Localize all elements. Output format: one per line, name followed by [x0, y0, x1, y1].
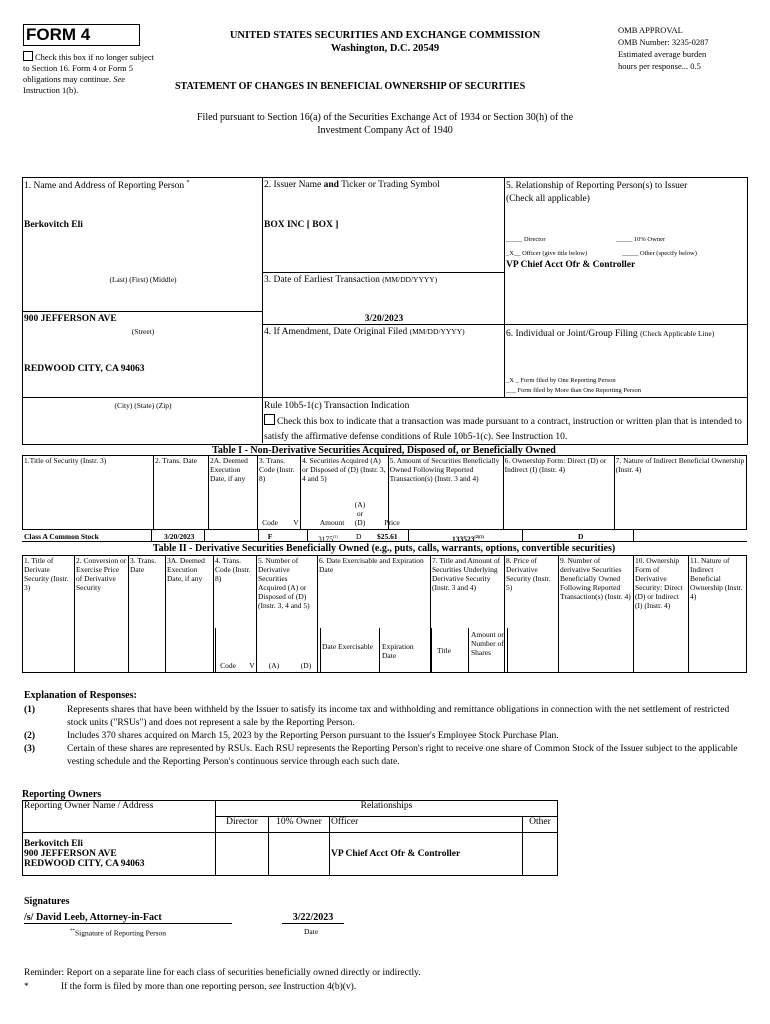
- reporting-person-name: Berkovitch Eli: [24, 220, 83, 230]
- t2-h-date: 3. Trans. Date: [129, 556, 166, 673]
- reminder: Reminder: Report on a separate line for each class of securities beneficially owned directly or indirectly.: [24, 968, 421, 978]
- city-sublabel: (City) (State) (Zip): [114, 401, 172, 410]
- signatures-heading: Signatures: [24, 896, 70, 907]
- t1-h-deemed: 2A. Deemed Execution Date, if any: [209, 456, 258, 530]
- date-label: Date: [304, 927, 319, 936]
- more-person-option[interactable]: ___ Form filed by More than One Reporting Person: [506, 387, 642, 394]
- box4-label: 4. If Amendment, Date Original Filed (MM/DD/YYYY): [264, 327, 465, 337]
- explanation-heading: Explanation of Responses:: [24, 690, 137, 701]
- no-longer-subject-checkbox[interactable]: [23, 51, 33, 61]
- t1-h-acquired: 4. Securities Acquired (A) or Disposed of (D) (Instr. 3, 4 and 5): [301, 456, 389, 530]
- t2-h-derivative-owned: 9. Number of derivative Securities Beneficially Owned Following Reported Transaction(s) (Instr. 4): [559, 556, 634, 673]
- t1-sub-v: V: [293, 518, 299, 527]
- earliest-transaction-date: 3/20/2023: [364, 314, 404, 324]
- owners-table: [22, 800, 558, 876]
- owner-row-officer: VP Chief Acct Ofr & Controller: [330, 833, 523, 876]
- explanation-item: (2) Includes 370 shares acquired on March 15, 2023 by the Reporting Person pursuant to the Issuer's Employee Stock Purchase Plan.: [24, 731, 559, 741]
- t1-sub-aord: (A) or (D): [354, 500, 366, 527]
- t1-h-code: 3. Trans. Code (Instr. 8): [258, 456, 301, 530]
- t1-amount: 3175$^{(1)}$: [318, 534, 338, 544]
- box6-label: 6. Individual or Joint/Group Filing (Check Applicable Line): [506, 329, 715, 339]
- table1-title: Table I - Non-Derivative Securities Acquired, Disposed of, or Beneficially Owned: [212, 445, 556, 456]
- t1-aord: D: [356, 532, 362, 541]
- footnote-star: * If the form is filed by more than one reporting person, see Instruction 4(b)(v).: [24, 982, 357, 992]
- t1-sub-price: Price: [384, 518, 400, 527]
- owners-col-other: Other: [523, 817, 558, 833]
- t2-h-conversion: 2. Conversion or Exercise Price of Derivative Security: [75, 556, 129, 673]
- owners-col-relationships: Relationships: [216, 801, 558, 817]
- name-sublabel: (Last) (First) (Middle): [109, 275, 177, 284]
- table2-title: Table II - Derivative Securities Beneficially Owned (e.g., puts, calls, warrants, options, convertible securities): [152, 543, 616, 554]
- omb-burden: Estimated average burden: [618, 49, 707, 59]
- owners-heading: Reporting Owners: [22, 789, 102, 800]
- omb-approval-title: OMB APPROVAL: [618, 25, 683, 35]
- t1-h-ownership-form: 6. Ownership Form: Direct (D) or Indirect (I) (Instr. 4): [503, 456, 614, 530]
- t1-price: $25.61: [377, 532, 398, 541]
- t1-code: F: [267, 532, 273, 541]
- t1-owned: $133523^{(2)(3)}$: [452, 534, 484, 544]
- omb-hours: hours per response... 0.5: [618, 61, 701, 71]
- officer-title: VP Chief Acct Ofr & Controller: [506, 260, 636, 270]
- box2-label: 2. Issuer Name and Ticker or Trading Symbol: [264, 180, 440, 190]
- t2-h-exercisable: 6. Date Exercisable and Expiration Date: [318, 556, 431, 673]
- t2-sub-amount: Amount or Number of Shares: [471, 630, 504, 657]
- rule-title: Rule 10b5-1(c) Transaction Indication: [264, 401, 410, 411]
- owners-col-ten-pct: 10% Owner: [269, 817, 330, 833]
- rule-check: Check this box to indicate that a transaction was made pursuant to a contract, instruction or written plan that is intended to satisfy the affirmative defense conditions of Rule 10b5-1(c). See Instruction 10.: [264, 414, 744, 445]
- table1-row: [22, 529, 747, 542]
- explanation-item: (1) Represents shares that have been withheld by the Issuer to satisfy its income tax and withholding and remittance obligations in connection with the net settlement of restricted stock units ("RSUs") and does not represent a sale by the Reporting Person.: [24, 705, 730, 728]
- t2-sub-code: Code: [220, 661, 236, 670]
- t1-security: Class A Common Stock: [24, 532, 99, 541]
- statement-title: STATEMENT OF CHANGES IN BENEFICIAL OWNERSHIP OF SECURITIES: [175, 81, 526, 92]
- t2-h-ownership-form: 10. Ownership Form of Derivative Security: Direct (D) or Indirect (I) (Instr. 4): [634, 556, 689, 673]
- officer-option[interactable]: _X__ Officer (give title below): [506, 250, 588, 257]
- no-longer-subject-checkbox-text: Check this box if no longer subject to Section 16. Form 4 or Form 5 obligations may continue. See Instruction 1(b).: [23, 52, 154, 95]
- agency-heading: [190, 29, 580, 55]
- t2-sub-date-exercisable: Date Exercisable: [322, 642, 374, 651]
- t2-h-code: 4. Trans. Code (Instr. 8): [214, 556, 257, 673]
- t1-sub-amount: Amount: [319, 518, 345, 527]
- box5-label: 5. Relationship of Reporting Person(s) to Issuer (Check all applicable): [506, 181, 688, 204]
- t1-form: D: [578, 532, 584, 541]
- t1-h-nature: 7. Nature of Indirect Beneficial Ownership (Instr. 4): [614, 456, 746, 530]
- one-person-option[interactable]: _X _ Form filed by One Reporting Person: [506, 377, 616, 384]
- t2-sub-title: Title: [437, 646, 451, 655]
- reporting-person-city: REDWOOD CITY, CA 94063: [24, 364, 145, 374]
- owners-col-director: Director: [216, 817, 269, 833]
- t2-h-title: 1. Title of Derivate Security (Instr. 3): [23, 556, 75, 673]
- t2-h-deemed: 3A. Deemed Execution Date, if any: [166, 556, 214, 673]
- signature-label: **Signature of Reporting Person: [70, 928, 167, 938]
- omb-number: OMB Number: 3235-0287: [618, 37, 709, 47]
- t2-h-nature: 11. Nature of Indirect Beneficial Ownership (Instr. 4): [689, 556, 747, 673]
- t2-sub-expiration: Expiration Date: [382, 642, 414, 660]
- other-option[interactable]: _____ Other (specify below): [622, 250, 697, 257]
- t2-h-underlying: 7. Title and Amount of Securities Underlying Derivative Security (Instr. 3 and 4): [431, 556, 505, 673]
- t1-h-owned: 5. Amount of Securities Beneficially Owned Following Reported Transaction(s) (Instr. 3 and 4): [388, 456, 503, 530]
- filed-line-1: Filed pursuant to Section 16(a) of the Securities Exchange Act of 1934 or Section 30(h) of the: [196, 112, 574, 123]
- t2-h-number: 5. Number of Derivative Securities Acquired (A) or Disposed of (D) (Instr. 3, 4 and 5): [257, 556, 318, 673]
- t2-h-price: 8. Price of Derivative Security (Instr. 5): [505, 556, 559, 673]
- rule-10b5-1: [264, 399, 744, 445]
- box1-label: 1. Name and Address of Reporting Person *: [24, 180, 190, 192]
- agency-name: UNITED STATES SECURITIES AND EXCHANGE COMMISSION: [229, 30, 541, 41]
- box3-label: 3. Date of Earliest Transaction (MM/DD/YYYY): [264, 275, 438, 285]
- owner-row-name: Berkovitch Eli 900 JEFFERSON AVE REDWOOD CITY, CA 94063: [23, 833, 216, 876]
- agency-city: Washington, D.C. 20549: [330, 43, 440, 54]
- issuer-name: BOX INC [ BOX ]: [264, 220, 339, 230]
- ten-percent-owner-option[interactable]: _____ 10% Owner: [616, 236, 666, 243]
- t1-h-title: 1.Title of Security (Instr. 3): [23, 456, 154, 530]
- t1-sub-code: Code: [262, 518, 278, 527]
- filed-pursuant: [130, 111, 640, 137]
- director-option[interactable]: _____ Director: [506, 236, 546, 243]
- reporting-person-street: 900 JEFFERSON AVE: [24, 314, 117, 324]
- table2-subheads: [22, 628, 747, 673]
- t2-sub-a: (A): [268, 661, 280, 670]
- owners-col-officer: Officer: [330, 817, 523, 833]
- omb-approval: [618, 24, 758, 72]
- signature-date: 3/22/2023: [282, 912, 344, 924]
- filed-line-2: Investment Company Act of 1940: [317, 125, 453, 136]
- t1-h-date: 2. Trans. Date: [154, 456, 209, 530]
- t2-sub-d: (D): [300, 661, 312, 670]
- form-title: FORM 4: [23, 24, 140, 46]
- rule-10b5-1-checkbox[interactable]: [264, 414, 275, 425]
- street-sublabel: (Street): [131, 327, 155, 336]
- explanation-item: (3) Certain of these shares are represented by RSUs. Each RSU represents the Reporting Person's right to receive one share of Common Stock of the Issuer subject to the applicable vesting schedule and the Reporting Person's continuous service through each such date.: [24, 744, 738, 767]
- explanation-list: [24, 704, 740, 769]
- owners-col-name: Reporting Owner Name / Address: [23, 801, 216, 833]
- signature-value: /s/ David Leeb, Attorney-in-Fact: [24, 912, 232, 924]
- t2-sub-v: V: [249, 661, 255, 670]
- t1-date: 3/20/2023: [164, 532, 195, 541]
